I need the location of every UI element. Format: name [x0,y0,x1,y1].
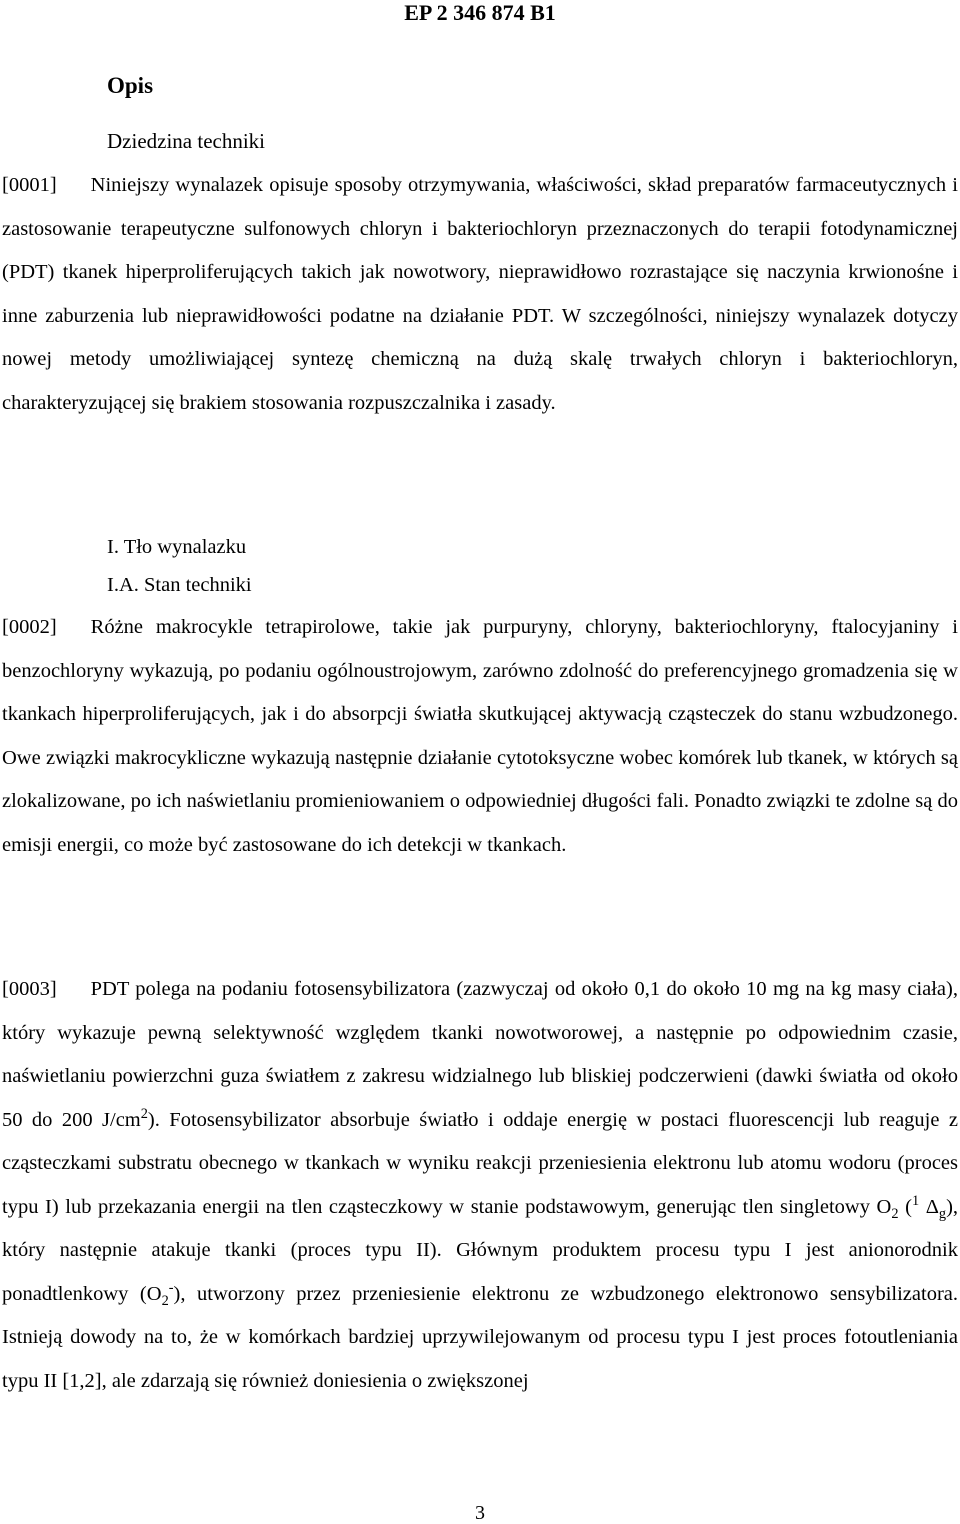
superscript: 2 [140,1105,148,1122]
subscript: 2 [161,1292,169,1309]
subscript: 2 [891,1205,899,1222]
section-title: Opis [107,73,154,98]
paragraph-text: PDT polega na podaniu fotosensybilizatora (zazwyczaj od około 0,1 do około 10 mg na kg masy ciała), który wykazuje pewną selektywność względem tkanki nowotworowej, a następnie po odpowiednim czasie, naświetlaniu powierzchni guza światłem z zakresu widzialnego lub bliskiej podczerwieni (dawki światła od około 50 do 200 J/cm [2,978,958,1131]
paragraph-text: Niniejszy wynalazek opisuje sposoby otrzymywania, właściwości, skład preparatów farmaceutycznych i zastosowanie terapeutyczne sulfonowych chloryn i bakteriochloryn przeznaczonych do terapii fotodynamicznej (PDT) tkanek hiperproliferujących takich jak nowotwory, nieprawidłowo rozrastające się naczynia krwionośne i inne zaburzenia lub nieprawidłowości podatne na działanie PDT. W szczególności, niniejszy wynalazek dotyczy nowej metody umożliwiającej syntezę chemiczną na dużą skalę trwałych chloryn i bakteriochloryn, charakteryzującej się brakiem stosowania rozpuszczalnika i zasady. [2,174,958,414]
paragraph-0002 [2,606,958,867]
paragraph-text: ). Fotosensybilizator absorbuje światło i oddaje energię w postaci fluorescencji lub reaguje z cząsteczkami substratu obecnego w tkankach w wyniku reakcji przeniesienia elektronu lub atomu wodoru (proces typu I) lub przekazania energii na tlen cząsteczkowy w stanie podstawowym, generując tlen singletowy O [2,1108,958,1218]
paragraph-text: ), który następnie atakuje tkanki (proces typu II). Głównym produktem procesu typu I jest anionorodnik ponadtlenkowy (O [2,1195,959,1305]
paragraph-text: Różne makrocykle tetrapirolowe, takie jak purpuryny, chloryny, bakteriochloryny, ftalocyjaniny i benzochloryny wykazują, po podaniu ogólnoustrojowym, zarówno zdolność do preferencyjnego gromadzenia się w tkankach hiperproliferujących, jak i do absorpcji światła skutkującej aktywacją cząsteczek do stanu wzbudzonego. Owe związki makrocykliczne wykazują następnie działanie cytotoksyczne wobec komórek lub tkanek, w których są zlokalizowane, po ich naświetlaniu promieniowaniem o odpowiedniej długości fali. Ponadto związki te zdolne są do emisji energii, co może być zastosowane do ich detekcji w tkankach. [2,616,958,856]
page-number: 3 [475,1502,485,1524]
paragraph-0001 [2,164,958,425]
paragraph-number: [0003] [2,978,57,1000]
subscript: g [938,1205,947,1222]
superscript: - [168,1279,174,1296]
patent-number-header: EP 2 346 874 B1 [404,0,556,25]
paragraph-number: [0002] [2,616,57,638]
field-heading: Dziedzina techniki [107,129,266,153]
paragraph-text: ( [898,1195,912,1218]
paragraph-number: [0001] [2,174,57,196]
paragraph-0003 [2,968,958,1403]
sub-heading-background: I. Tło wynalazku [107,536,247,558]
paragraph-text: ), utworzony przez przeniesienie elektronu ze wzbudzonego elektronowo sensybilizatora. Istnieją dowody na to, że w komórkach bardziej uprzywilejowanym od procesu typu I jest proces fotoutleniania typu II [1,2], ale zdarzają się również doniesienia o zwiększonej [2,1282,959,1392]
paragraph-text: Δ [919,1195,939,1218]
superscript: 1 [911,1192,920,1209]
sub-heading-prior-art: I.A. Stan techniki [107,574,252,596]
